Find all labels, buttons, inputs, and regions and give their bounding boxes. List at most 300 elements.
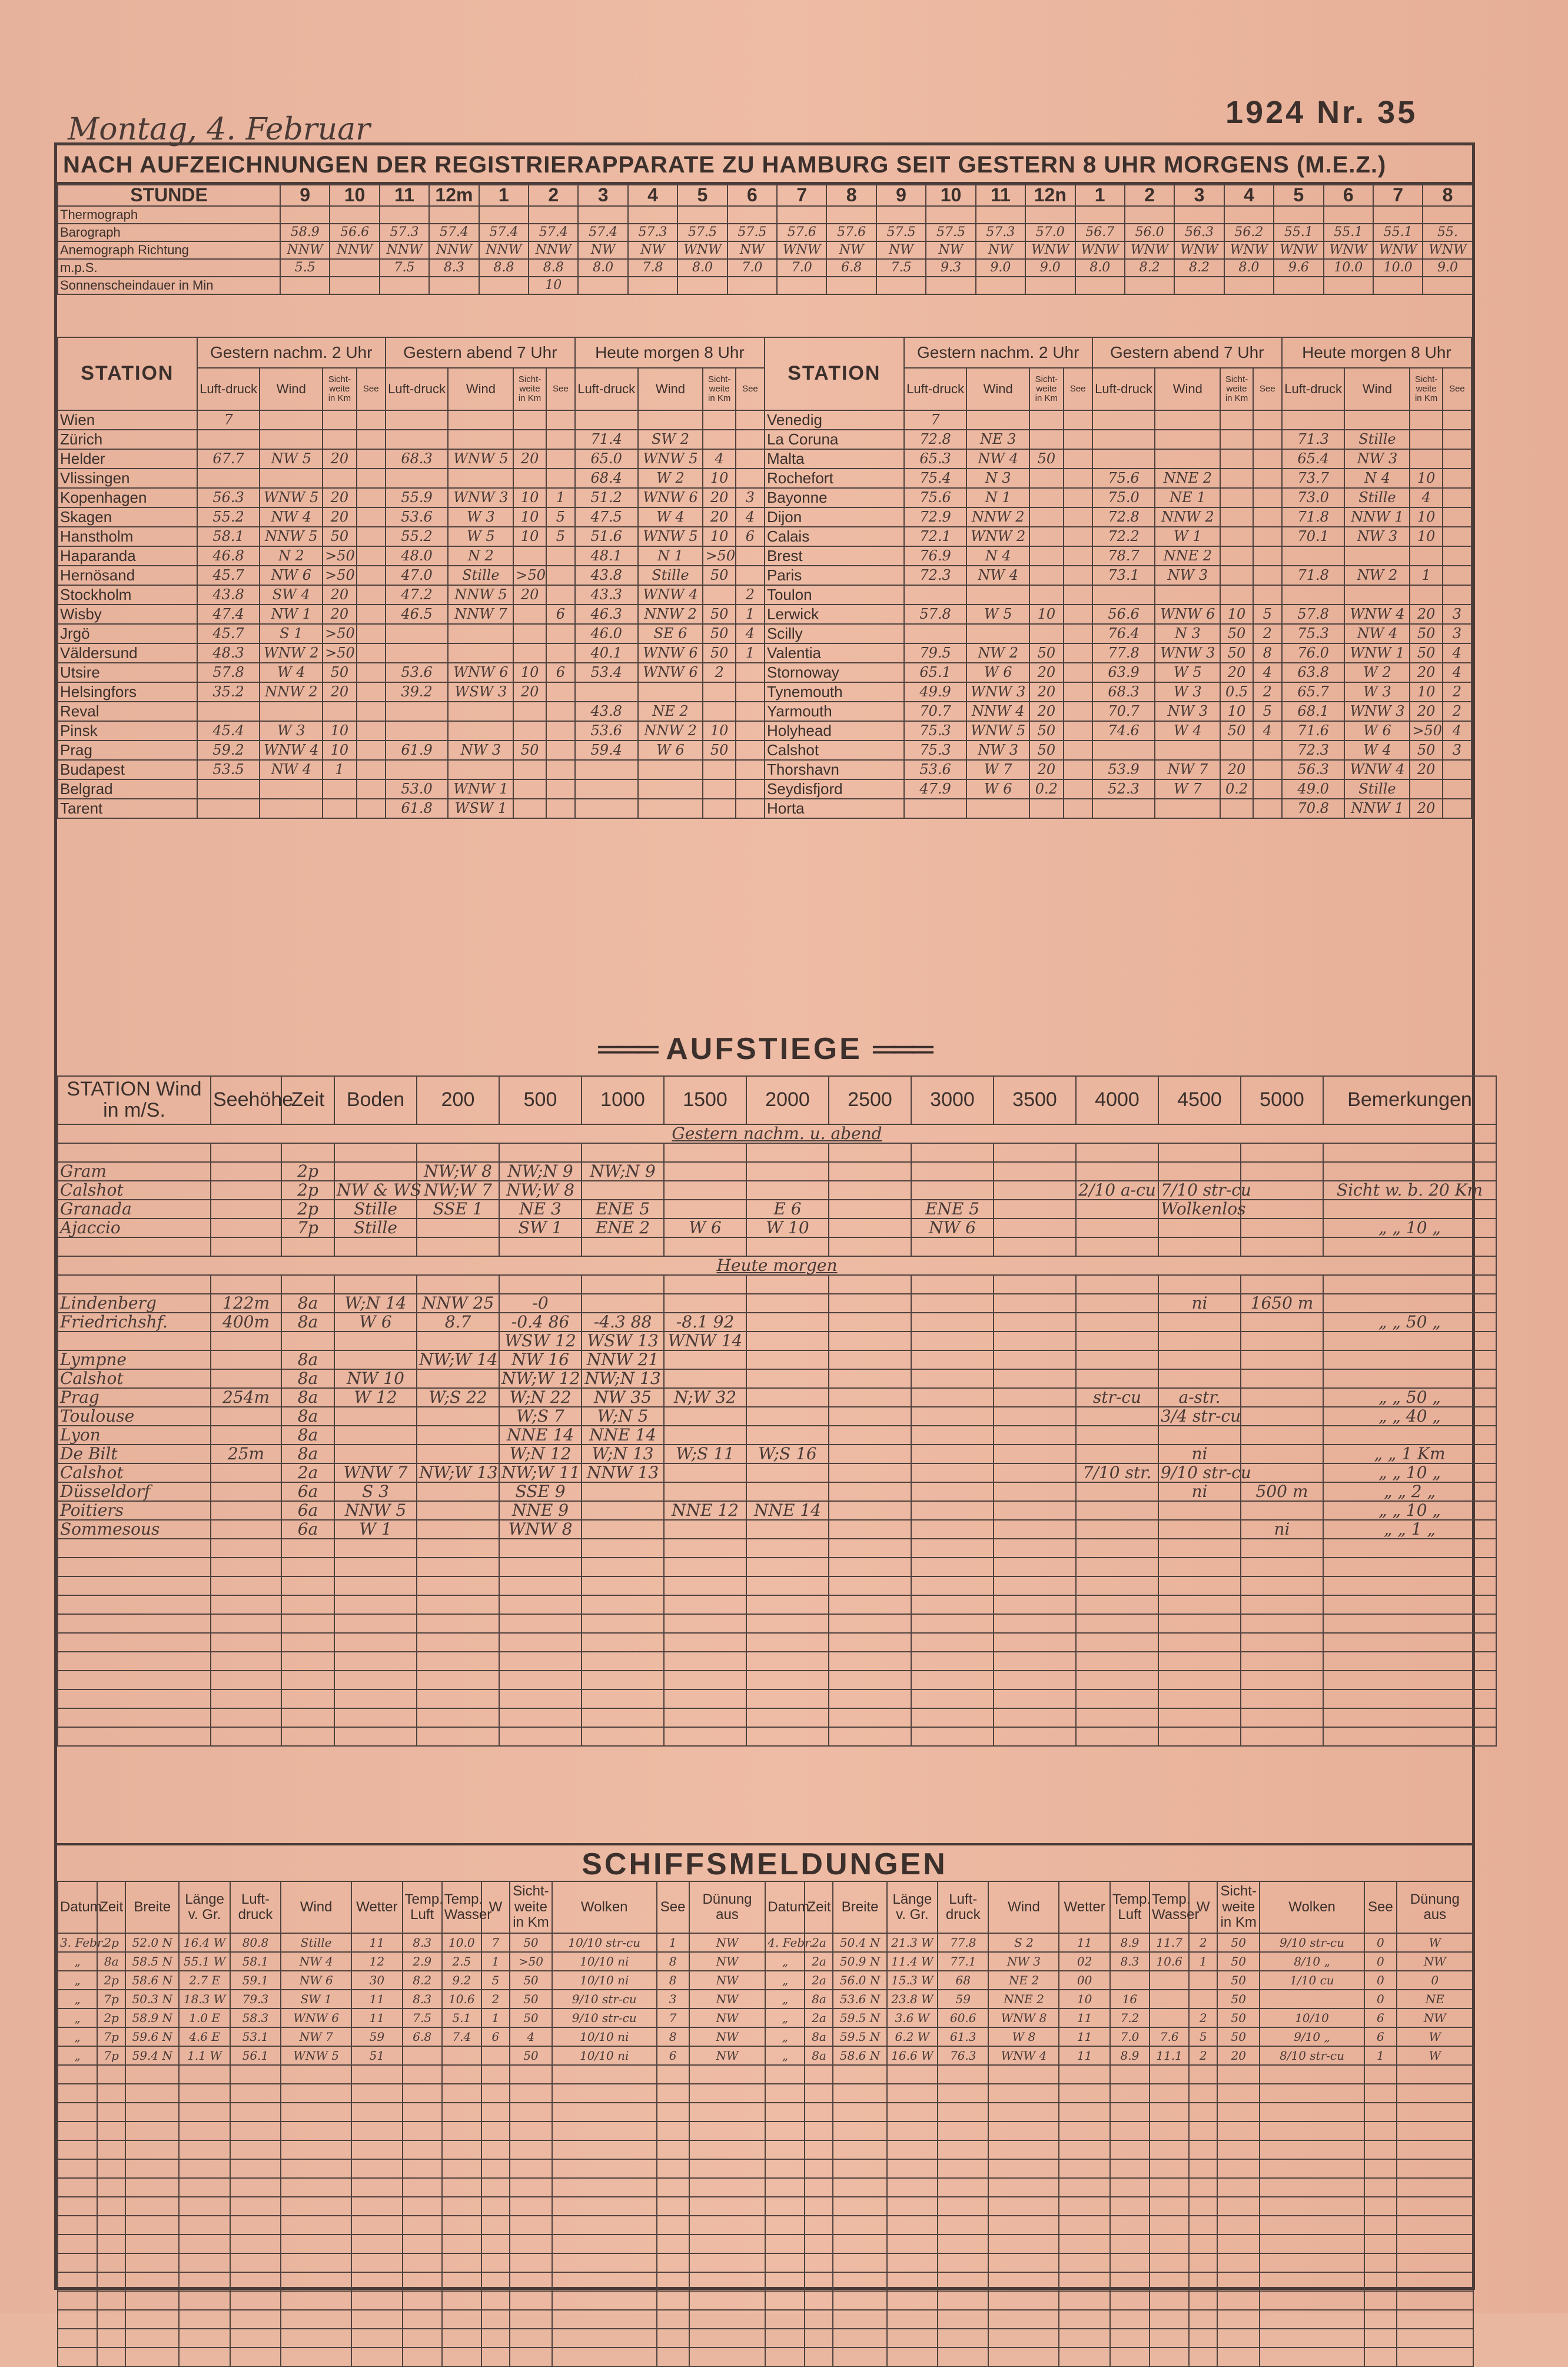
observation-value	[1064, 760, 1092, 779]
empty-cell	[334, 1237, 417, 1256]
empty-cell	[746, 1539, 829, 1558]
observation-value: 4	[736, 624, 765, 643]
empty-cell	[58, 1671, 211, 1689]
ascent-value: NNW 25	[417, 1294, 499, 1313]
observation-value	[448, 624, 513, 643]
observation-value: W 6	[966, 663, 1029, 682]
hour-value: 8.0	[578, 259, 627, 277]
ship-report-value: 7.0	[1110, 2027, 1150, 2046]
empty-cell	[1260, 2065, 1364, 2084]
observation-value	[546, 546, 575, 566]
empty-cell	[805, 2197, 833, 2216]
empty-cell	[746, 1595, 829, 1614]
hour-value	[677, 206, 727, 224]
observation-value: 3	[736, 488, 765, 507]
ascent-value	[829, 1162, 911, 1181]
empty-cell	[765, 2103, 805, 2122]
ship-report-value: 2	[481, 1990, 510, 2009]
empty-cell	[552, 2103, 657, 2122]
ship-report-value: „	[765, 1952, 805, 1971]
ascent-value: 8a	[281, 1350, 334, 1369]
hour-value	[727, 206, 777, 224]
empty-cell	[403, 2159, 442, 2178]
observation-value	[703, 779, 735, 799]
empty-cell	[657, 2197, 689, 2216]
observation-value	[386, 410, 449, 430]
observation-value: 72.1	[904, 527, 967, 546]
ship-report-value: 76.3	[938, 2046, 988, 2065]
ascent-value: 8a	[281, 1388, 334, 1407]
observation-value	[513, 430, 546, 449]
ascent-value	[829, 1482, 911, 1501]
station-name: Hanstholm	[58, 527, 197, 546]
ascent-value	[1323, 1200, 1496, 1219]
ascent-value: NNE 12	[664, 1501, 746, 1520]
ascent-value	[911, 1445, 994, 1463]
ship-report-value: 3.6 W	[887, 2009, 938, 2027]
observation-value: 65.3	[904, 449, 967, 469]
observation-value	[1253, 527, 1282, 546]
observation-value	[703, 430, 735, 449]
observation-value: 50	[1220, 721, 1253, 741]
observation-value: 48.3	[197, 643, 260, 663]
empty-cell	[1397, 2291, 1473, 2310]
ascent-value	[211, 1501, 281, 1520]
ship-report-value: 58.3	[230, 2009, 281, 2027]
ship-report-value: 58.6 N	[833, 2046, 886, 2065]
ship-report-value: 59.6 N	[125, 2027, 179, 2046]
empty-cell	[1059, 2235, 1109, 2253]
empty-cell	[1397, 2348, 1473, 2366]
observation-value: 7	[197, 410, 260, 430]
empty-cell	[582, 1671, 664, 1689]
ascent-value	[911, 1332, 994, 1350]
empty-cell	[281, 2272, 351, 2291]
ascent-value: W;N 22	[499, 1388, 582, 1407]
ship-report-value: 0	[1364, 1952, 1397, 1971]
ascent-value	[664, 1426, 746, 1445]
observation-value	[966, 799, 1029, 818]
observation-value: Stille	[448, 566, 513, 585]
empty-cell	[1260, 2178, 1364, 2197]
observation-value: 68.3	[1092, 682, 1155, 702]
ascent-value	[829, 1520, 911, 1539]
ascent-value	[1158, 1162, 1241, 1181]
ship-report-value: NW	[689, 1990, 766, 2009]
empty-cell	[334, 1539, 417, 1558]
observation-value: 71.6	[1282, 721, 1345, 741]
empty-cell	[552, 2291, 657, 2310]
empty-cell	[1110, 2216, 1150, 2235]
empty-cell	[442, 2084, 481, 2103]
observation-value	[1029, 410, 1064, 430]
observation-value	[736, 779, 765, 799]
empty-cell	[1323, 1633, 1496, 1652]
observation-value	[386, 643, 449, 663]
empty-cell	[765, 2291, 805, 2310]
empty-cell	[1110, 2197, 1150, 2216]
hour-value	[1075, 206, 1125, 224]
observation-value: 5	[546, 507, 575, 527]
ascent-value	[664, 1407, 746, 1426]
empty-cell	[994, 1689, 1076, 1708]
empty-cell	[746, 1652, 829, 1671]
observation-value: 20	[1029, 682, 1064, 702]
empty-cell	[125, 2065, 179, 2084]
observation-value	[1410, 410, 1442, 430]
aufstiege-title: ═══ AUFSTIEGE ═══	[598, 1032, 931, 1066]
empty-cell	[1150, 2272, 1189, 2291]
observation-value	[1220, 585, 1253, 605]
ship-report-value: 6.2 W	[887, 2027, 938, 2046]
empty-cell	[442, 2216, 481, 2235]
station-name: Venedig	[765, 410, 904, 430]
ship-report-value: NNE 2	[988, 1990, 1059, 2009]
empty-cell	[179, 2178, 230, 2197]
ascent-value	[746, 1162, 829, 1181]
empty-cell	[58, 2310, 97, 2329]
ship-report-value: 10/10	[1260, 2009, 1364, 2027]
ascent-value	[829, 1388, 911, 1407]
empty-cell	[582, 1708, 664, 1727]
empty-cell	[1110, 2084, 1150, 2103]
empty-cell	[281, 1727, 334, 1746]
hour-value: 7.5	[380, 259, 429, 277]
observation-value	[357, 624, 386, 643]
ship-column-header: Temp. Wasser	[442, 1881, 481, 1933]
empty-cell	[97, 2235, 125, 2253]
ascent-value: W;N 14	[334, 1294, 417, 1313]
empty-cell	[994, 1633, 1076, 1652]
observation-value	[260, 779, 323, 799]
empty-cell	[1260, 2310, 1364, 2329]
observation-value: SW 4	[260, 585, 323, 605]
empty-cell	[1323, 1671, 1496, 1689]
ship-report-value: 50	[510, 1971, 552, 1990]
ship-report-value	[1189, 1971, 1217, 1990]
observation-value: 20	[1029, 663, 1064, 682]
empty-cell	[805, 2216, 833, 2235]
ascent-value	[829, 1200, 911, 1219]
ship-column-header: Breite	[833, 1881, 886, 1933]
observation-value	[1064, 527, 1092, 546]
column-header: Luft-druck	[197, 368, 260, 410]
empty-cell	[211, 1595, 281, 1614]
ascent-value: WNW 7	[334, 1463, 417, 1482]
observation-value: NE 2	[638, 702, 703, 721]
empty-cell	[1150, 2178, 1189, 2197]
ship-report-value: 1	[1364, 2046, 1397, 2065]
ascent-value	[746, 1313, 829, 1332]
observation-value	[1064, 741, 1092, 760]
empty-cell	[417, 1671, 499, 1689]
observation-value	[1253, 585, 1282, 605]
ascent-value	[211, 1520, 281, 1539]
observation-value: 4	[736, 507, 765, 527]
observation-value: 2	[736, 585, 765, 605]
empty-cell	[1323, 1614, 1496, 1633]
column-header: See	[1253, 368, 1282, 410]
time-group-header: Heute morgen 8 Uhr	[1282, 337, 1471, 368]
ship-report-value: 11.1	[1150, 2046, 1189, 2065]
empty-cell	[1217, 2140, 1260, 2159]
ship-report-value	[1260, 1990, 1364, 2009]
empty-cell	[1260, 2216, 1364, 2235]
observation-value	[386, 721, 449, 741]
ascent-value	[994, 1482, 1076, 1501]
observation-value: 6	[546, 605, 575, 624]
observation-value: NW 4	[966, 449, 1029, 469]
aufstiege-column-header: Seehöhe	[211, 1076, 281, 1124]
observation-value: 20	[703, 488, 735, 507]
observation-value	[546, 469, 575, 488]
ship-report-value: 6.8	[403, 2027, 442, 2046]
empty-cell	[1150, 2140, 1189, 2159]
observation-value	[1443, 527, 1471, 546]
ascent-station: Calshot	[58, 1463, 211, 1482]
empty-cell	[351, 2291, 402, 2310]
ascent-value: W 6	[664, 1219, 746, 1237]
column-header: Wind	[1155, 368, 1220, 410]
empty-cell	[1189, 2216, 1217, 2235]
station-name: Vlissingen	[58, 469, 197, 488]
ascent-value	[1241, 1332, 1323, 1350]
observation-value: WNW 5	[448, 449, 513, 469]
column-header: Sicht-weite in Km	[513, 368, 546, 410]
ascent-value: W;S 7	[499, 1407, 582, 1426]
empty-cell	[829, 1652, 911, 1671]
hour-value: WNW	[1423, 241, 1472, 259]
report-title: NACH AUFZEICHNUNGEN DER REGISTRIERAPPARATE ZU HAMBURG SEIT GESTERN 8 UHR MORGENS (M.E.Z.)	[57, 145, 1472, 184]
hour-value: 55.	[1423, 224, 1472, 241]
empty-cell	[988, 2235, 1059, 2253]
observation-value	[546, 410, 575, 430]
empty-cell	[657, 2216, 689, 2235]
schiffsmeldungen-title: SCHIFFSMELDUNGEN	[57, 1843, 1472, 1883]
empty-cell	[988, 2103, 1059, 2122]
empty-cell	[58, 2084, 97, 2103]
observation-value	[513, 546, 546, 566]
hour-value: NNW	[479, 241, 529, 259]
empty-cell	[657, 2348, 689, 2366]
empty-cell	[1110, 2348, 1150, 2366]
ship-report-value: 12	[351, 1952, 402, 1971]
empty-cell	[442, 2291, 481, 2310]
observation-value	[1155, 799, 1220, 818]
ship-report-value: 11	[351, 2009, 402, 2027]
time-group-header: Gestern abend 7 Uhr	[386, 337, 575, 368]
ascent-value	[1241, 1313, 1323, 1332]
observation-value: 3	[1443, 741, 1471, 760]
empty-cell	[334, 1576, 417, 1595]
empty-cell	[481, 2272, 510, 2291]
empty-cell	[552, 2159, 657, 2178]
empty-cell	[499, 1275, 582, 1294]
observation-value: 72.9	[904, 507, 967, 527]
empty-cell	[689, 2197, 766, 2216]
observation-value	[513, 779, 546, 799]
empty-cell	[1189, 2291, 1217, 2310]
empty-cell	[938, 2329, 988, 2348]
empty-cell	[911, 1708, 994, 1727]
empty-cell	[994, 1143, 1076, 1162]
ship-column-header: Wolken	[552, 1881, 657, 1933]
ship-report-value: 6	[481, 2027, 510, 2046]
empty-cell	[58, 2140, 97, 2159]
observation-value: NW 7	[1155, 760, 1220, 779]
empty-cell	[657, 2140, 689, 2159]
empty-cell	[664, 1539, 746, 1558]
observation-value: 20	[1410, 799, 1442, 818]
observation-value	[1410, 779, 1442, 799]
hour-cell: 11	[976, 185, 1025, 206]
hour-cell: 11	[380, 185, 429, 206]
ship-report-value: 8.3	[1110, 1952, 1150, 1971]
observation-value	[1344, 546, 1410, 566]
observation-value: NNW 2	[260, 682, 323, 702]
observation-value: 20	[1220, 663, 1253, 682]
observation-value	[448, 702, 513, 721]
hour-cell: 5	[677, 185, 727, 206]
ship-report-value	[1110, 1971, 1150, 1990]
empty-cell	[1364, 2253, 1397, 2272]
observation-value	[1410, 585, 1442, 605]
observation-value: 7	[904, 410, 967, 430]
empty-cell	[403, 2084, 442, 2103]
empty-cell	[179, 2291, 230, 2310]
hour-cell: 2	[529, 185, 578, 206]
empty-cell	[938, 2216, 988, 2235]
observation-value: N 1	[966, 488, 1029, 507]
empty-cell	[179, 2084, 230, 2103]
empty-cell	[230, 2310, 281, 2329]
ascent-value	[746, 1463, 829, 1482]
ship-report-value: 7.2	[1110, 2009, 1150, 2027]
observation-value	[1253, 410, 1282, 430]
empty-cell	[1076, 1708, 1158, 1727]
observation-value: W 5	[966, 605, 1029, 624]
empty-cell	[417, 1727, 499, 1746]
hour-value	[1274, 277, 1323, 294]
empty-cell	[58, 2329, 97, 2348]
empty-cell	[552, 2253, 657, 2272]
empty-cell	[58, 2122, 97, 2140]
observation-value	[703, 682, 735, 702]
station-name: Lerwick	[765, 605, 904, 624]
ship-column-header: See	[657, 1881, 689, 1933]
ship-column-header: Sicht-weite in Km	[510, 1881, 552, 1933]
ascent-station	[58, 1332, 211, 1350]
empty-cell	[510, 2178, 552, 2197]
observation-value	[1410, 430, 1442, 449]
empty-cell	[887, 2084, 938, 2103]
hour-cell: 3	[578, 185, 627, 206]
hour-cell: 12m	[429, 185, 479, 206]
empty-cell	[689, 2253, 766, 2272]
ascent-value	[829, 1219, 911, 1237]
observation-value: 65.0	[575, 449, 638, 469]
observation-value: 75.3	[904, 721, 967, 741]
ascent-value	[994, 1162, 1076, 1181]
ship-report-value: NW	[689, 2009, 766, 2027]
ascent-value: NNW 21	[582, 1350, 664, 1369]
ascent-value: W 12	[334, 1388, 417, 1407]
station-name: Paris	[765, 566, 904, 585]
ascent-value	[1241, 1501, 1323, 1520]
empty-cell	[552, 2272, 657, 2291]
empty-cell	[499, 1595, 582, 1614]
observation-value	[1253, 449, 1282, 469]
observation-value	[546, 702, 575, 721]
station-name: Thorshavn	[765, 760, 904, 779]
ascent-value: 8.7	[417, 1313, 499, 1332]
empty-cell	[351, 2216, 402, 2235]
ascent-value: 7p	[281, 1219, 334, 1237]
ascent-value	[994, 1407, 1076, 1426]
observation-value: 2	[1443, 682, 1471, 702]
hour-value: 9.0	[1423, 259, 1472, 277]
ship-report-value: 1	[657, 1933, 689, 1952]
hour-value: 57.3	[976, 224, 1025, 241]
empty-cell	[58, 1652, 211, 1671]
ascent-value: NNE 14	[499, 1426, 582, 1445]
ship-report-value: 56.1	[230, 2046, 281, 2065]
observation-value: 10	[1410, 527, 1442, 546]
ascent-value	[582, 1520, 664, 1539]
empty-cell	[125, 2235, 179, 2253]
aufstiege-column-header: 2500	[829, 1076, 911, 1124]
hour-value: 9.0	[976, 259, 1025, 277]
ascent-value: 400m	[211, 1313, 281, 1332]
observation-value	[1282, 410, 1345, 430]
hour-value: 57.6	[777, 224, 826, 241]
observation-value: 48.0	[386, 546, 449, 566]
empty-cell	[689, 2084, 766, 2103]
observation-value	[1443, 507, 1471, 527]
station-name: Wisby	[58, 605, 197, 624]
observation-value: 10	[323, 721, 357, 741]
ascent-value: SSE 1	[417, 1200, 499, 1219]
empty-cell	[230, 2253, 281, 2272]
empty-cell	[1189, 2065, 1217, 2084]
empty-cell	[833, 2291, 886, 2310]
observation-value	[1029, 585, 1064, 605]
column-header: Sicht-weite in Km	[1410, 368, 1442, 410]
observation-value	[1064, 410, 1092, 430]
hour-cell: 3	[1174, 185, 1224, 206]
empty-cell	[552, 2065, 657, 2084]
empty-cell	[1397, 2216, 1473, 2235]
hour-value	[1125, 277, 1174, 294]
hour-value	[876, 206, 926, 224]
observation-value: 73.0	[1282, 488, 1345, 507]
hour-cell: 10	[330, 185, 379, 206]
ascent-value: W 1	[334, 1520, 417, 1539]
empty-cell	[911, 1237, 994, 1256]
ship-column-header: Wind	[988, 1881, 1059, 1933]
empty-cell	[179, 2159, 230, 2178]
hour-value: 8.2	[1174, 259, 1224, 277]
station-name: Utsire	[58, 663, 197, 682]
observation-value	[386, 760, 449, 779]
empty-cell	[281, 2084, 351, 2103]
observation-value: 4	[1253, 721, 1282, 741]
observation-value	[323, 702, 357, 721]
empty-cell	[1323, 1539, 1496, 1558]
ascent-value: NW 35	[582, 1388, 664, 1407]
observation-value: 53.5	[197, 760, 260, 779]
empty-cell	[552, 2329, 657, 2348]
